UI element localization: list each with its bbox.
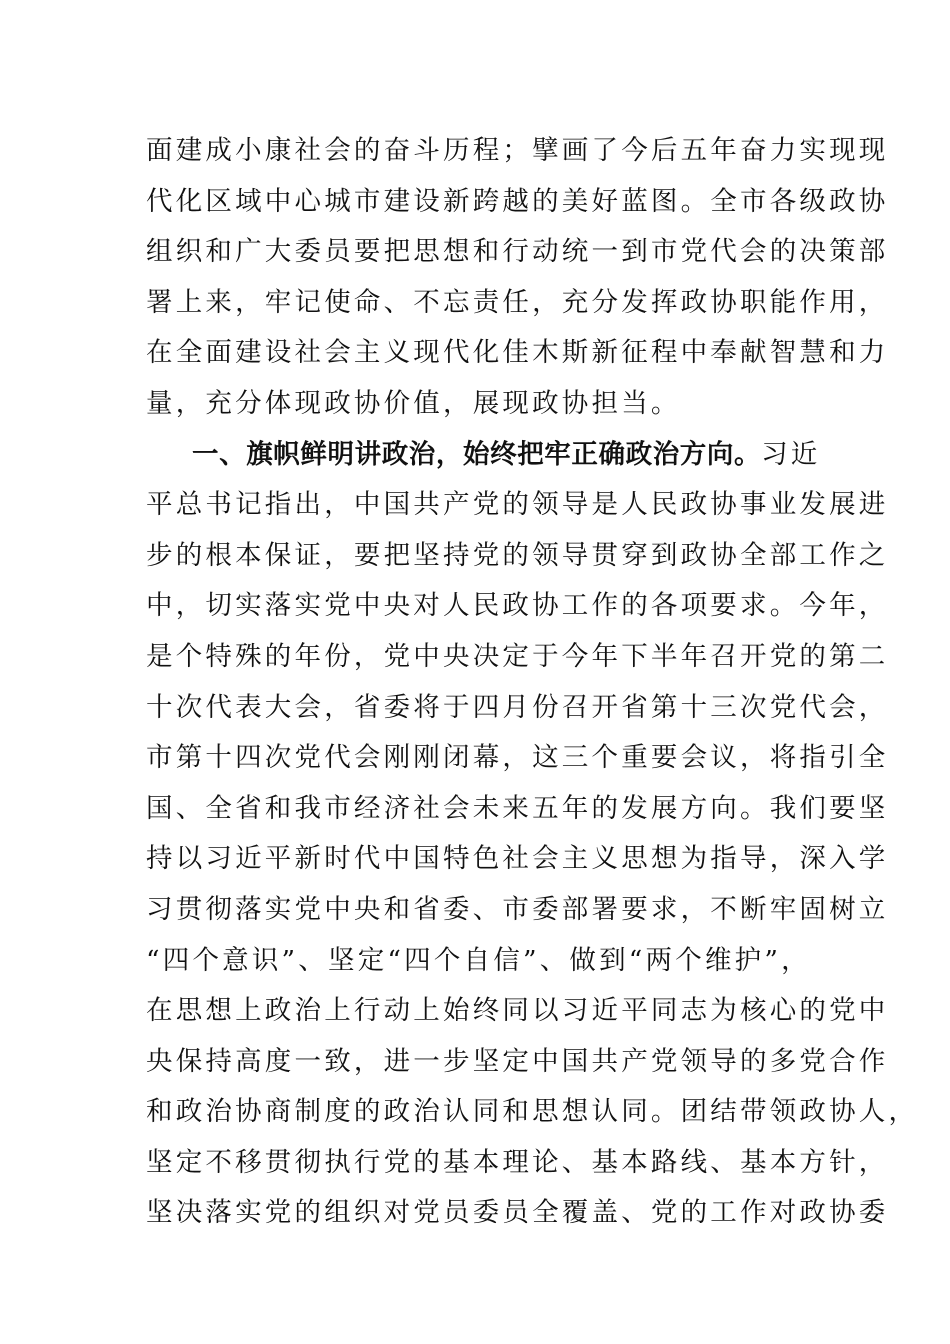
text-line: 国、全省和我市经济社会未来五年的发展方向。我们要坚 [146, 792, 889, 824]
text-line: 中，切实落实党中央对人民政协工作的各项要求。今年， [146, 590, 889, 622]
text-line: 十次代表大会，省委将于四月份召开省第十三次党代会， [146, 691, 889, 723]
text-line: 坚定不移贯彻执行党的基本理论、基本路线、基本方针， [146, 1146, 889, 1178]
text-line: 面建成小康社会的奋斗历程；擘画了今后五年奋力实现现 [146, 135, 889, 166]
text-line: 央保持高度一致，进一步坚定中国共产党领导的多党合作 [146, 1045, 889, 1077]
text-line: 代化区域中心城市建设新跨越的美好蓝图。全市各级政协 [146, 185, 889, 217]
body-text [146, 126, 919, 1239]
text-line: 是个特殊的年份，党中央决定于今年下半年召开党的第二 [146, 640, 889, 672]
text-line: 署上来，牢记使命、不忘责任，充分发挥政协职能作用， [146, 286, 889, 318]
text-line: 量，充分体现政协价值，展现政协担当。 [146, 387, 681, 419]
text-line: 平总书记指出，中国共产党的领导是人民政协事业发展进 [146, 489, 889, 521]
text-line: 市第十四次党代会刚刚闭幕，这三个重要会议，将指引全 [146, 742, 889, 774]
section-heading: 一、旗帜鲜明讲政治，始终把牢正确政治方向。 [192, 438, 762, 470]
text-line: 和政治协商制度的政治认同和思想认同。团结带领政协人， [146, 1096, 919, 1128]
text-line: 持以习近平新时代中国特色社会主义思想为指导，深入学 [146, 843, 889, 875]
section-heading-line [146, 430, 821, 481]
text-line: 坚决落实党的组织对党员委员全覆盖、党的工作对政协委 [146, 1197, 889, 1229]
text-line: 在思想上政治上行动上始终同以习近平同志为核心的党中 [146, 995, 889, 1027]
text-line: 组织和广大委员要把思想和行动统一到市党代会的决策部 [146, 236, 889, 268]
text-line: 习贯彻落实党中央和省委、市委部署要求，不断牢固树立 [146, 893, 889, 925]
section-heading-tail: 习近 [761, 438, 821, 470]
text-line: “四个意识”、坚定“四个自信”、做到“两个维护”， [146, 944, 811, 976]
text-line: 在全面建设社会主义现代化佳木斯新征程中奉献智慧和力 [146, 337, 889, 369]
text-line: 步的根本保证，要把坚持党的领导贯穿到政协全部工作之 [146, 539, 889, 571]
